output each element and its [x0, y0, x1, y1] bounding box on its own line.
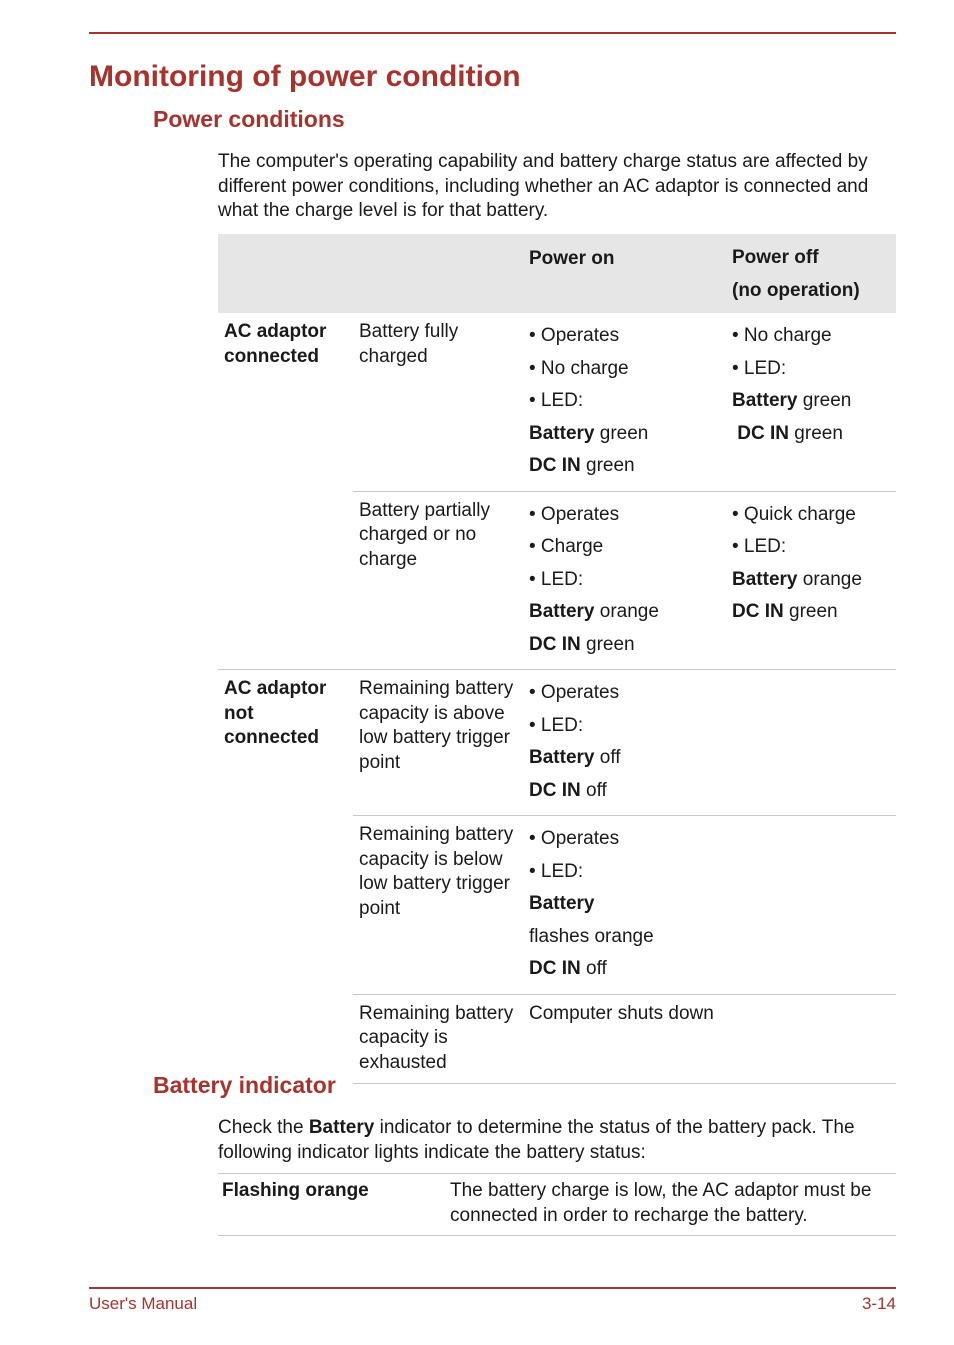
condition-cell: Remaining battery capacity is below low battery trigger point [353, 816, 523, 995]
header-power-off-line2: (no operation) [732, 279, 860, 301]
list-item: • LED: [529, 390, 584, 411]
led-dcin: DC IN green [529, 455, 635, 476]
power-off-cell [726, 816, 896, 995]
list-item: • Quick charge [732, 503, 856, 525]
list-item: • Operates [529, 828, 620, 849]
power-conditions-heading: Power conditions [153, 106, 345, 132]
table-row [218, 1174, 896, 1236]
power-on-cell [523, 670, 726, 816]
list-item: • LED: [529, 860, 584, 882]
header-power-on: Power on [529, 248, 615, 269]
table-row [218, 670, 896, 816]
led-battery: Battery [529, 893, 595, 914]
condition-cell: Battery partially charged or no charge [353, 491, 523, 670]
group-ac-not-connected: AC adaptor not connected [218, 670, 353, 1084]
header-power-off-line1: Power off [732, 247, 819, 268]
header-power-off [726, 234, 896, 313]
led-battery: Battery orange [732, 568, 862, 590]
power-conditions-intro: The computer's operating capability and battery charge status are affected by different power conditions, including whether an AC adaptor is connected and what the charge level is for that battery. [218, 151, 869, 221]
list-item: • LED: [732, 536, 787, 557]
list-item: • LED: [529, 714, 584, 736]
list-item: • Operates [529, 682, 620, 703]
list-item: • Operates [529, 325, 620, 346]
led-battery: Battery green [529, 422, 649, 444]
power-on-cell: Computer shuts down [523, 994, 726, 1084]
list-item: • Charge [529, 536, 604, 557]
power-on-cell [523, 491, 726, 670]
power-off-cell [726, 313, 896, 491]
power-off-cell [726, 491, 896, 670]
bottom-rule [89, 1287, 896, 1289]
power-on-cell [523, 816, 726, 995]
led-battery: Battery off [529, 747, 621, 768]
list-item: • Operates [529, 503, 620, 525]
power-off-cell [726, 994, 896, 1084]
header-empty-1 [218, 234, 353, 313]
table-row [218, 313, 896, 491]
footer-page-number: 3-14 [861, 1294, 896, 1313]
battery-indicator-heading: Battery indicator [153, 1072, 336, 1098]
table-header-row [218, 234, 896, 313]
led-dcin: DC IN green [737, 422, 843, 444]
power-on-cell [523, 313, 726, 491]
list-item: • No charge [732, 325, 832, 346]
led-battery-state: flashes orange [529, 925, 654, 947]
battery-indicator-table [218, 1173, 896, 1236]
led-dcin: DC IN off [529, 958, 607, 979]
led-dcin: DC IN green [529, 633, 635, 655]
list-item: • LED: [529, 568, 584, 590]
condition-cell: Remaining battery capacity is exhausted [353, 994, 523, 1084]
power-conditions-table [218, 234, 896, 1084]
page-title: Monitoring of power condition [89, 60, 521, 93]
footer-manual-title: User's Manual [89, 1294, 198, 1313]
condition-cell: Remaining battery capacity is above low battery trigger point [353, 670, 523, 816]
group-ac-connected: AC adaptor connected [224, 321, 327, 367]
battery-indicator-intro: Check the Battery indicator to determine the status of the battery pack. The following indicator lights indicate the battery status: [218, 1117, 855, 1163]
led-dcin: DC IN green [732, 601, 838, 622]
led-dcin: DC IN off [529, 779, 607, 801]
header-empty-2 [353, 234, 523, 313]
indicator-term: Flashing orange [222, 1180, 369, 1201]
list-item: • No charge [529, 357, 629, 379]
indicator-description: The battery charge is low, the AC adaptor must be connected in order to recharge the battery. [450, 1180, 872, 1226]
list-item: • LED: [732, 357, 787, 379]
led-battery: Battery orange [529, 601, 659, 622]
top-rule [89, 32, 896, 34]
condition-cell: Battery fully charged [359, 321, 459, 367]
power-off-cell [726, 670, 896, 816]
led-battery: Battery green [732, 390, 852, 411]
